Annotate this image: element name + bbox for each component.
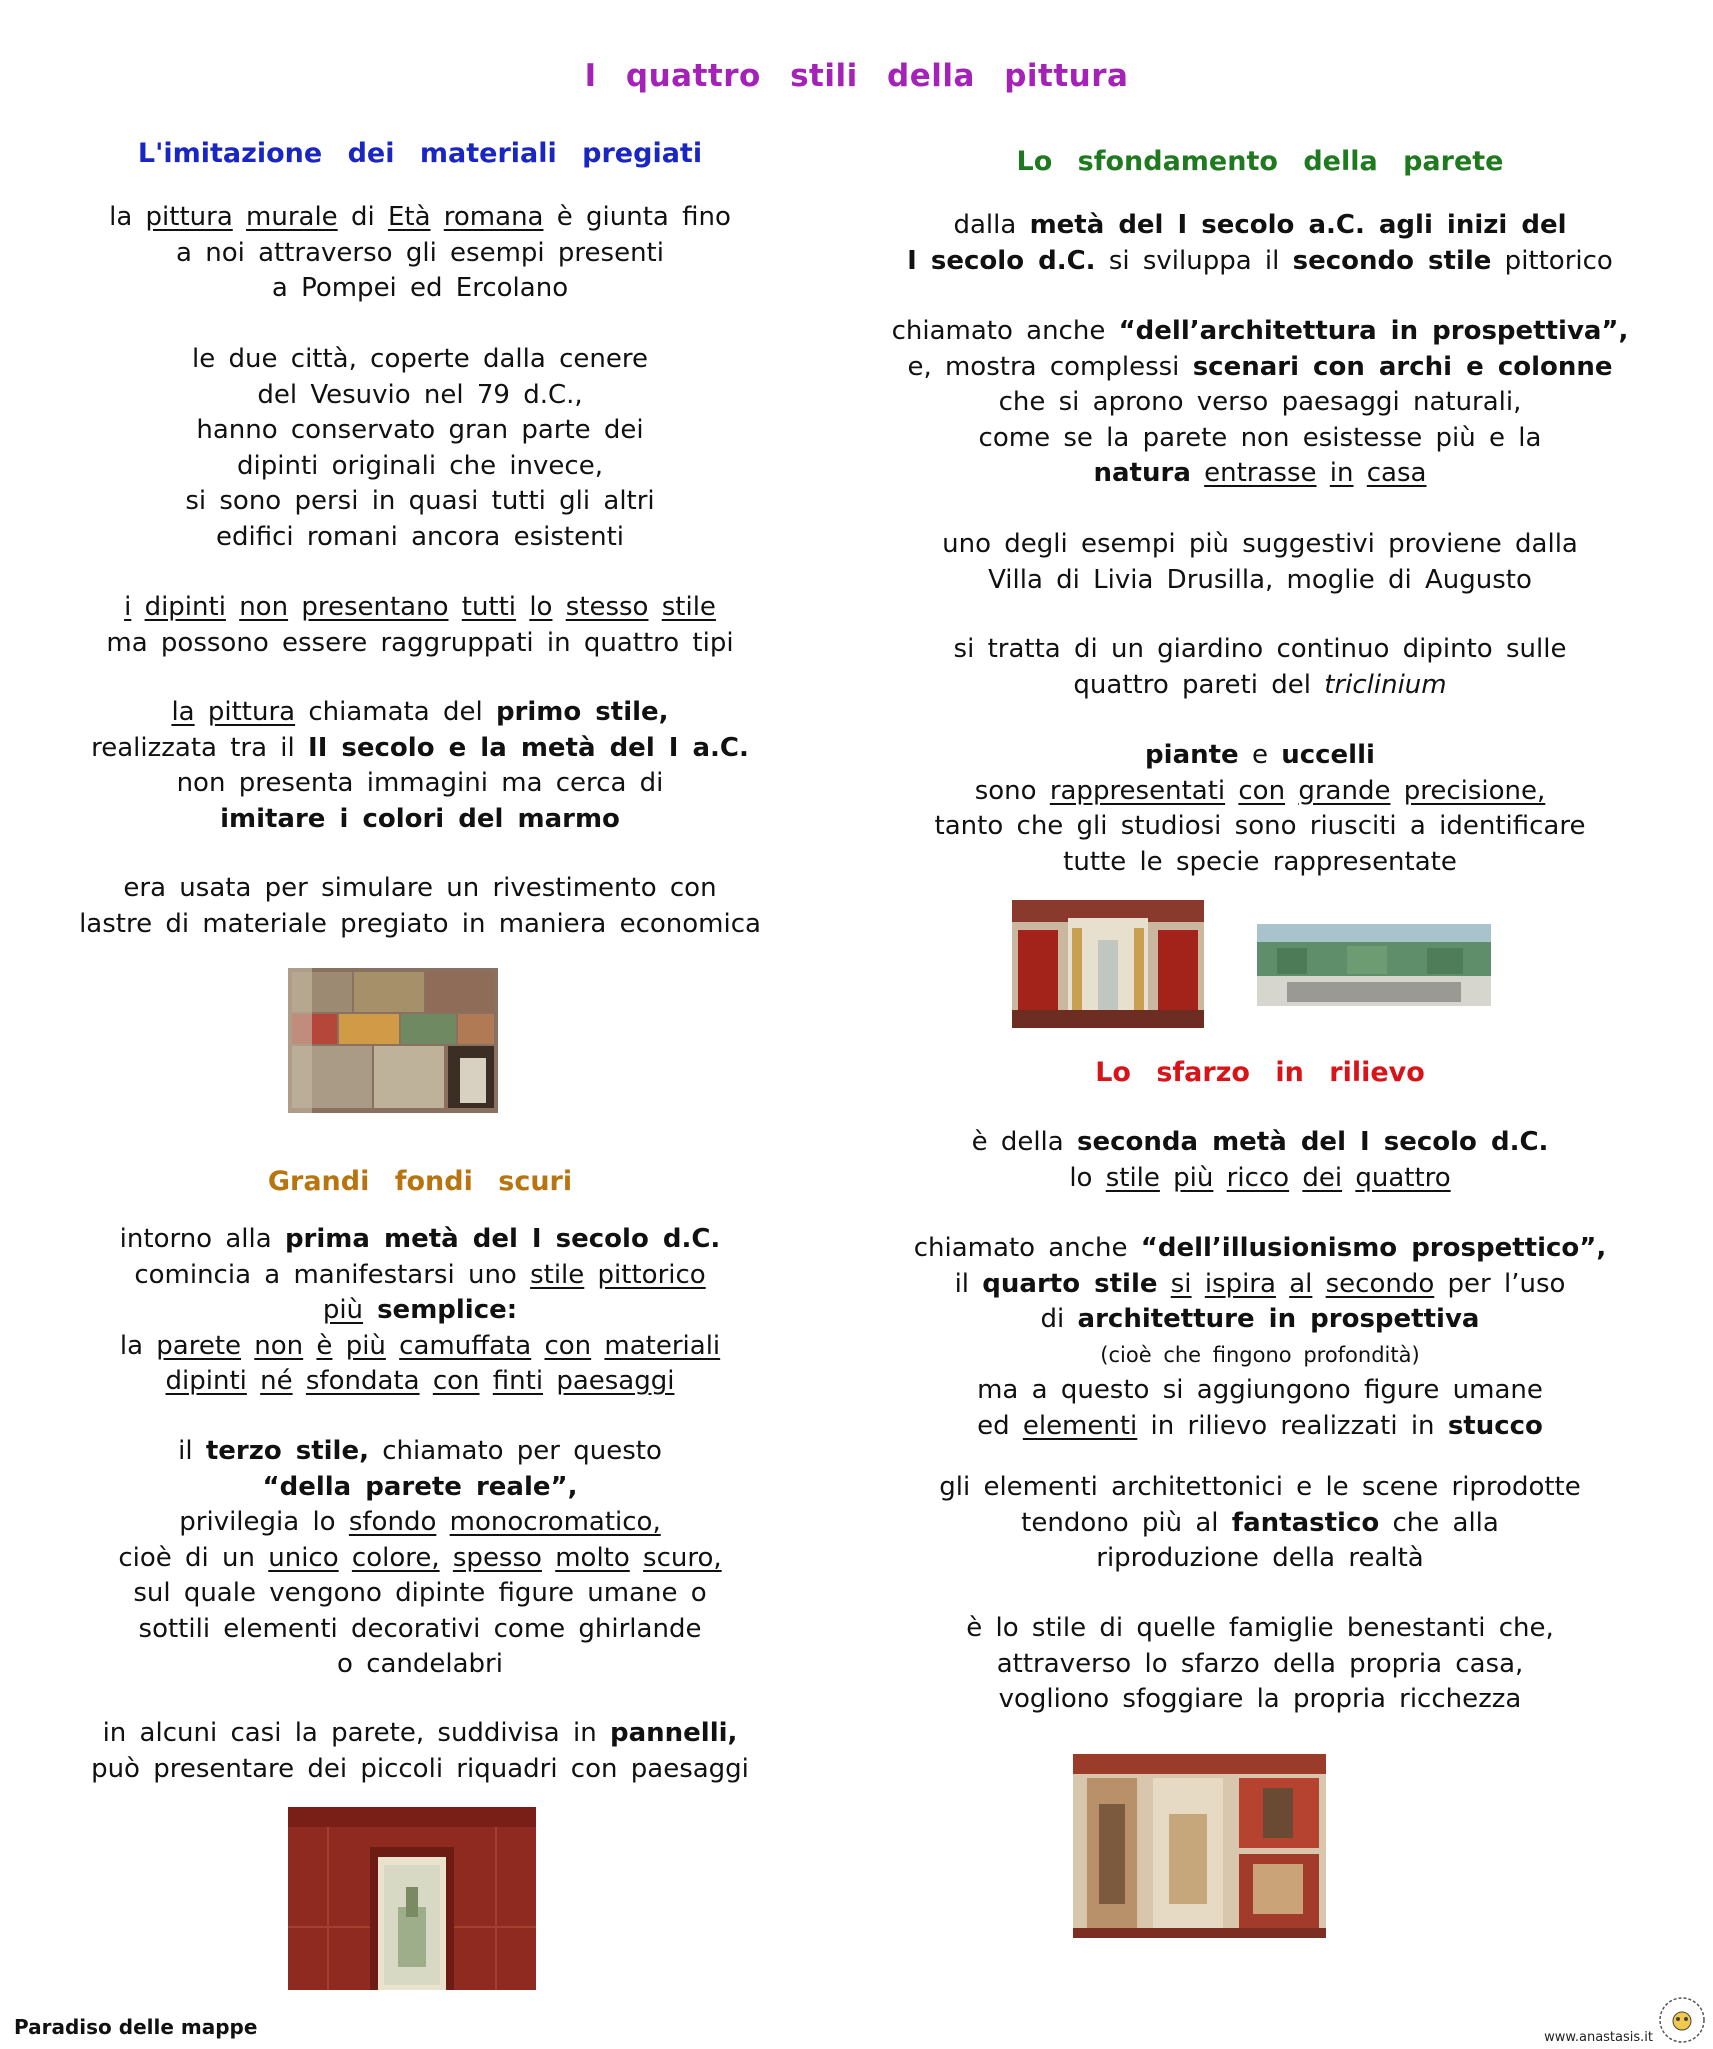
section3-paragraph-3: in alcuni casi la parete, suddivisa in pannelli, può presentare dei piccoli riquadri con paesaggi: [91, 1718, 749, 1784]
fourth-style-wall-image: [1073, 1754, 1326, 1938]
section3-paragraph-2: il terzo stile, chiamato per questo “della parete reale”, privilegia lo sfondo monocromatico, cioè di un unico colore, spesso molto scuro, sul quale vengono dipinte figure umane o sottili elementi decorativi come ghirlande o candelabri: [118, 1436, 722, 1679]
section1-paragraph-2: le due città, coperte dalla cenere del Vesuvio nel 79 d.C., hanno conservato gran parte dei dipinti originali che invece, si sono persi in quasi tutti gli altri edifici romani ancora esistenti: [185, 344, 655, 552]
section2-paragraph-1: dalla metà del I secolo a.C. agli inizi del I secolo d.C. si sviluppa il secondo stile pittorico: [907, 210, 1613, 276]
section2-paragraph-4: si tratta di un giardino continuo dipinto sulle quattro pareti del triclinium: [953, 634, 1567, 700]
section4-heading: Lo sfarzo in rilievo: [1095, 1057, 1425, 1088]
second-style-architecture-image: [1012, 900, 1204, 1028]
footer-site-name: Paradiso delle mappe: [14, 2015, 258, 2039]
section3-heading: Grandi fondi scuri: [267, 1166, 573, 1197]
section4-paragraph-2: chiamato anche “dell’illusionismo prospettico”, il quarto stile si ispira al secondo per l’uso di architetture in prospettiva (cioè che fingono profondità) ma a questo si aggiungono figure umane ed elementi in rilievo realizzati in stucco: [913, 1233, 1607, 1441]
section4-paragraph-4: è lo stile di quelle famiglie benestanti che, attraverso lo sfarzo della propria casa, vogliono sfoggiare la propria ricchezza: [966, 1613, 1554, 1714]
section1-paragraph-4: la pittura chiamata del primo stile, realizzata tra il II secolo e la metà del I a.C. non presenta immagini ma cerca di imitare i colori del marmo: [91, 697, 749, 834]
first-style-wall-image: [288, 968, 498, 1113]
section1-paragraph-5: era usata per simulare un rivestimento con lastre di materiale pregiato in maniera economica: [79, 873, 761, 939]
section2-heading: Lo sfondamento della parete: [1016, 146, 1504, 177]
supermappe-logo-icon: [1657, 1995, 1707, 2045]
section1-paragraph-1: la pittura murale di Età romana è giunta fino a noi attraverso gli esempi presenti a Pompei ed Ercolano: [109, 202, 731, 303]
section3-paragraph-1: intorno alla prima metà del I secolo d.C. comincia a manifestarsi uno stile pittorico più semplice: la parete non è più camuffata con materiali dipinti né sfondata con finti paesaggi: [119, 1224, 721, 1396]
section1-heading: L'imitazione dei materiali pregiati: [137, 138, 703, 169]
footer-url[interactable]: www.anastasis.it: [1544, 2030, 1653, 2045]
section1-paragraph-3: i dipinti non presentano tutti lo stesso stile ma possono essere raggruppati in quattro tipi: [106, 592, 734, 658]
third-style-wall-image: [288, 1807, 536, 1990]
villa-livia-garden-image: [1257, 924, 1491, 1006]
section2-paragraph-5: piante e uccelli sono rappresentati con grande precisione, tanto che gli studiosi sono riusciti a identificare tutte le specie rappresentate: [934, 740, 1586, 877]
section2-paragraph-3: uno degli esempi più suggestivi proviene dalla Villa di Livia Drusilla, moglie di Augusto: [942, 529, 1578, 595]
section2-paragraph-2: chiamato anche “dell’architettura in prospettiva”, e, mostra complessi scenari con archi e colonne che si aprono verso paesaggi naturali, come se la parete non esistesse più e la natura entrasse in casa: [891, 316, 1629, 488]
section4-paragraph-1: è della seconda metà del I secolo d.C. lo stile più ricco dei quattro: [971, 1127, 1549, 1193]
page-title: I quattro stili della pittura: [584, 58, 1129, 94]
section4-paragraph-3: gli elementi architettonici e le scene riprodotte tendono più al fantastico che alla riproduzione della realtà: [939, 1472, 1581, 1573]
